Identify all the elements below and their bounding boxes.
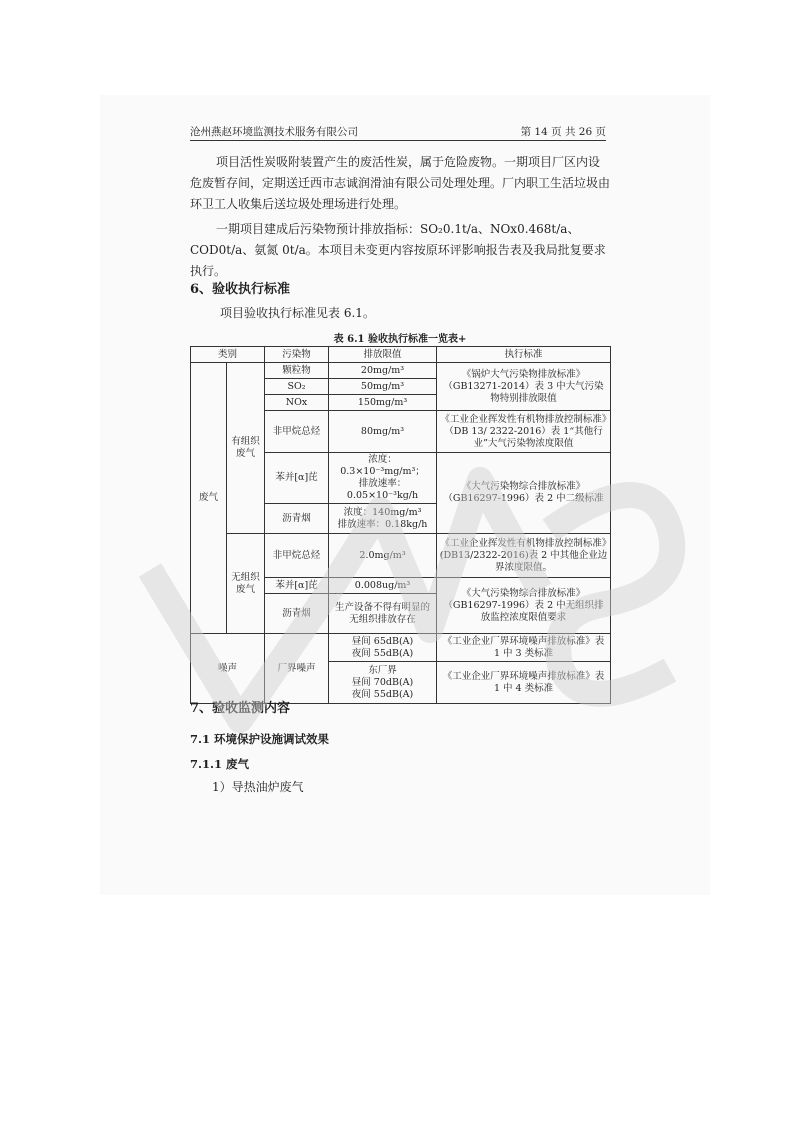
limit-cell <box>329 662 437 704</box>
limit-line: 浓度：0.3×10⁻³mg/m³； <box>340 454 425 477</box>
pollutant-cell: 沥青烟 <box>265 504 329 534</box>
header-limit: 排放限值 <box>329 347 437 363</box>
pollutant-cell: 非甲烷总烃 <box>265 534 329 578</box>
limit-line: 排放速率：0.18kg/h <box>337 518 428 530</box>
table-row <box>191 363 611 379</box>
limit-cell <box>329 453 437 504</box>
pollutant-cell: 颗粒物 <box>265 363 329 379</box>
standards-table <box>190 346 611 704</box>
limit-line: 排放速率：0.05×10⁻³kg/h <box>346 478 419 501</box>
limit-line: 昼间 65dB(A) <box>351 635 414 647</box>
page-header <box>190 124 606 141</box>
limit-cell: 2.0mg/m³ <box>329 534 437 578</box>
header-standard: 执行标准 <box>437 347 611 363</box>
limit-cell: 20mg/m³ <box>329 363 437 379</box>
limit-cell: 0.008ug/m³ <box>329 578 437 594</box>
standard-cell: 《大气污染物综合排放标准》（GB16297-1996）表 2 中二级标准 <box>437 453 611 534</box>
pollutant-cell: 非甲烷总烃 <box>265 411 329 453</box>
section-7-title: 7、验收监测内容 <box>190 701 291 716</box>
limit-cell: 生产设备不得有明显的无组织排放存在 <box>329 594 437 634</box>
limit-line: 昼间 70dB(A) <box>351 676 414 688</box>
standard-cell: 《大气污染物综合排放标准》（GB16297-1996）表 2 中无组织排放监控浓度限值要求 <box>437 578 611 634</box>
section-7-1-title: 7.1 环境保护设施调试效果 <box>190 732 330 746</box>
subcategory-organized: 有组织废气 <box>227 363 265 534</box>
limit-cell: 50mg/m³ <box>329 379 437 395</box>
standard-cell: 《工业企业厂界环境噪声排放标准》表 1 中 4 类标准 <box>437 662 611 704</box>
pollutant-cell: 苯并[α]芘 <box>265 578 329 594</box>
pollutant-cell: 厂界噪声 <box>265 634 329 704</box>
limit-cell <box>329 504 437 534</box>
section-7-1-1-title: 7.1.1 废气 <box>190 757 250 771</box>
pollutant-cell: 沥青烟 <box>265 594 329 634</box>
pollutant-cell: NOx <box>265 395 329 411</box>
paragraph-waste: 项目活性炭吸附装置产生的废活性炭，属于危险废物。一期项目厂区内设危废暂存间，定期送迁西市志诚润滑油有限公司处理处理。厂内职工生活垃圾由环卫工人收集后送垃圾处理场进行处理。 <box>190 155 611 211</box>
section-6-title: 6、验收执行标准 <box>190 282 291 297</box>
limit-line: 浓度：140mg/m³ <box>343 506 422 518</box>
standard-cell: 《工业企业挥发性有机物排放控制标准》（DB 13/ 2322-2016）表 1“其他行业”大气污染物浓度限值 <box>437 411 611 453</box>
limit-cell <box>329 634 437 662</box>
header-category: 类别 <box>191 347 265 363</box>
table-row <box>191 534 611 578</box>
header-company: 沧州燕赵环境监测技术服务有限公司 <box>190 126 358 138</box>
table-caption: 表 6.1 验收执行标准一览表+ <box>333 334 467 345</box>
limit-cell: 150mg/m³ <box>329 395 437 411</box>
header-pollutant: 污染物 <box>265 347 329 363</box>
limit-line: 夜间 55dB(A) <box>351 647 414 659</box>
limit-line: 夜间 55dB(A) <box>351 688 414 700</box>
header-page-info: 第 14 页 共 26 页 <box>520 126 606 138</box>
standard-cell: 《锅炉大气污染物排放标准》（GB13271-2014）表 3 中大气污染物特别排放限值 <box>437 363 611 411</box>
table-header-row <box>191 347 611 363</box>
pollutant-cell: SO₂ <box>265 379 329 395</box>
table-row <box>191 634 611 662</box>
section-6-intro: 项目验收执行标准见表 6.1。 <box>220 306 375 320</box>
category-waste-gas: 废气 <box>191 363 227 634</box>
limit-line: 东厂界 <box>368 664 397 676</box>
limit-cell: 80mg/m³ <box>329 411 437 453</box>
paragraph-emission: 一期项目建成后污染物预计排放指标：SO₂0.1t/a、NOx0.468t/a、COD0t/a、氨氮 0t/a。本项目未变更内容按原环评影响报告表及我局批复要求执行。 <box>190 222 606 278</box>
standard-cell: 《工业企业厂界环境噪声排放标准》表 1 中 3 类标准 <box>437 634 611 662</box>
list-item: 1）导热油炉废气 <box>212 780 304 794</box>
category-noise: 噪声 <box>191 634 265 704</box>
subcategory-unorganized: 无组织废气 <box>227 534 265 634</box>
pollutant-cell: 苯并[α]芘 <box>265 453 329 504</box>
standard-cell: 《工业企业挥发性有机物排放控制标准》(DB13/2322-2016)表 2 中其他企业边界浓度限值。 <box>437 534 611 578</box>
